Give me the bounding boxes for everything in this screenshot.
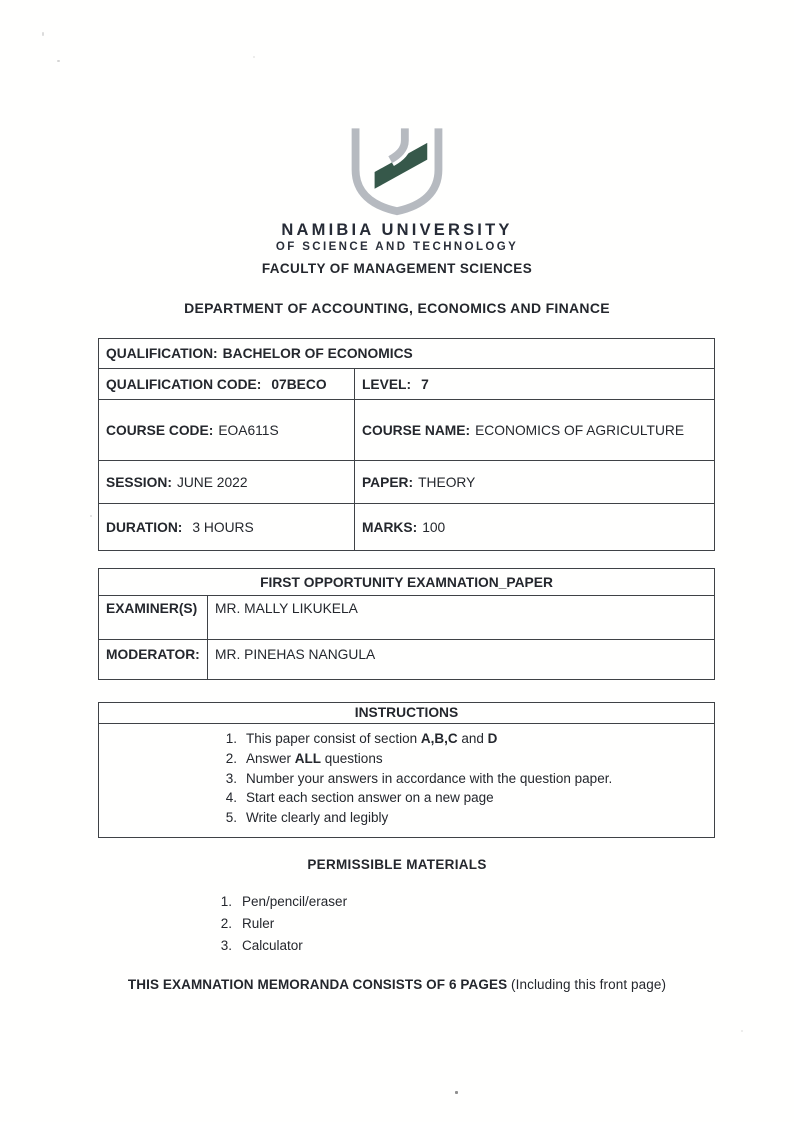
scan-speck — [253, 56, 255, 58]
materials-title: PERMISSIBLE MATERIALS — [307, 856, 487, 872]
faculty-title: FACULTY OF MANAGEMENT SCIENCES — [261, 261, 533, 276]
scan-speck — [57, 60, 60, 62]
instruction-item — [221, 769, 710, 789]
session-cell — [99, 461, 355, 504]
duration-cell — [99, 504, 355, 551]
instructions-title: INSTRUCTIONS — [99, 703, 715, 724]
university-shield-logo — [341, 127, 453, 217]
instruction-number: 5. — [225, 810, 237, 826]
instruction-item — [221, 729, 710, 749]
moderator-value-cell — [208, 640, 715, 680]
session-label: SESSION: — [106, 474, 172, 490]
table-row — [99, 703, 715, 724]
level-label: LEVEL: — [362, 376, 412, 392]
marks-cell — [355, 504, 715, 551]
table-row — [99, 596, 715, 640]
course-code-cell — [99, 400, 355, 461]
instructions-table — [98, 702, 715, 838]
table-row — [99, 400, 715, 461]
page-count-statement: THIS EXAMNATION MEMORANDA CONSISTS OF 6 PAGES (Including this front page) — [127, 976, 667, 992]
course-code-value: EOA611S — [218, 422, 279, 438]
level-cell — [355, 369, 715, 400]
materials-list — [0, 891, 794, 957]
duration-value: 3 HOURS — [192, 519, 254, 535]
scan-speck — [90, 515, 92, 517]
qualification-label: QUALIFICATION: — [106, 346, 218, 361]
table-row — [99, 369, 715, 400]
instruction-text: Answer ALL questions — [246, 750, 383, 766]
university-logo — [0, 0, 794, 217]
instruction-number: 1. — [225, 731, 237, 746]
material-text: Calculator — [242, 937, 303, 953]
table-row — [99, 724, 715, 838]
moderator-label: MODERATOR: — [106, 647, 200, 662]
table-row — [99, 339, 715, 369]
course-name-cell — [355, 400, 715, 461]
instructions-list — [99, 724, 715, 838]
level-value: 7 — [421, 376, 429, 392]
instruction-item — [221, 749, 710, 769]
marks-label: MARKS: — [362, 519, 418, 535]
instruction-item — [221, 788, 710, 808]
department-title: DEPARTMENT OF ACCOUNTING, ECONOMICS AND FINANCE — [184, 300, 610, 316]
examiner-table — [98, 568, 715, 680]
qualification-code-cell — [99, 369, 355, 400]
university-name: NAMIBIA UNIVERSITY — [281, 221, 513, 239]
moderator-name: MR. PINEHAS NANGULA — [215, 647, 376, 662]
instruction-text: This paper consist of section A,B,C and D — [246, 731, 498, 746]
university-tagline: OF SCIENCE AND TECHNOLOGY — [275, 241, 519, 253]
material-item — [216, 935, 794, 957]
scan-speck — [741, 1030, 743, 1032]
paper-label: PAPER: — [362, 474, 414, 490]
marks-value: 100 — [422, 519, 446, 535]
session-value: JUNE 2022 — [176, 474, 248, 490]
scan-speck — [42, 32, 44, 36]
instruction-text: Write clearly and legibly — [246, 810, 389, 826]
instruction-number: 3. — [225, 770, 237, 786]
table-row — [99, 640, 715, 680]
table-row — [99, 569, 715, 596]
course-code-label: COURSE CODE: — [106, 422, 214, 438]
paper-cell — [355, 461, 715, 504]
material-number: 1. — [220, 893, 232, 909]
exam-paper-title: FIRST OPPORTUNITY EXAMNATION_PAPER — [99, 569, 715, 596]
examiner-label: EXAMINER(S) — [106, 601, 198, 616]
material-number: 3. — [220, 937, 232, 953]
duration-label: DURATION: — [106, 519, 183, 535]
material-number: 2. — [220, 915, 232, 931]
moderator-label-cell — [99, 640, 208, 680]
table-row — [99, 461, 715, 504]
table-row — [99, 504, 715, 551]
course-name-label: COURSE NAME: — [362, 422, 471, 438]
qualification-code-label: QUALIFICATION CODE: — [106, 376, 262, 392]
instruction-number: 4. — [225, 790, 237, 806]
qualification-cell — [99, 339, 715, 369]
instruction-text: Start each section answer on a new page — [246, 790, 494, 806]
instruction-text: Number your answers in accordance with the question paper. — [246, 770, 613, 786]
qualification-value: BACHELOR OF ECONOMICS — [222, 346, 413, 361]
examiner-label-cell — [99, 596, 208, 640]
material-text: Ruler — [242, 915, 275, 931]
qualification-code-value: 07BECO — [271, 376, 327, 392]
examiner-value-cell — [208, 596, 715, 640]
scan-speck — [455, 1091, 458, 1094]
material-item — [216, 913, 794, 935]
instruction-item — [221, 808, 710, 828]
course-name-value: ECONOMICS OF AGRICULTURE — [475, 422, 685, 438]
material-text: Pen/pencil/eraser — [242, 893, 348, 909]
paper-value: THEORY — [418, 474, 476, 490]
course-info-table — [98, 338, 715, 551]
examiner-name: MR. MALLY LIKUKELA — [215, 601, 358, 616]
instruction-number: 2. — [225, 750, 237, 766]
material-item — [216, 891, 794, 913]
